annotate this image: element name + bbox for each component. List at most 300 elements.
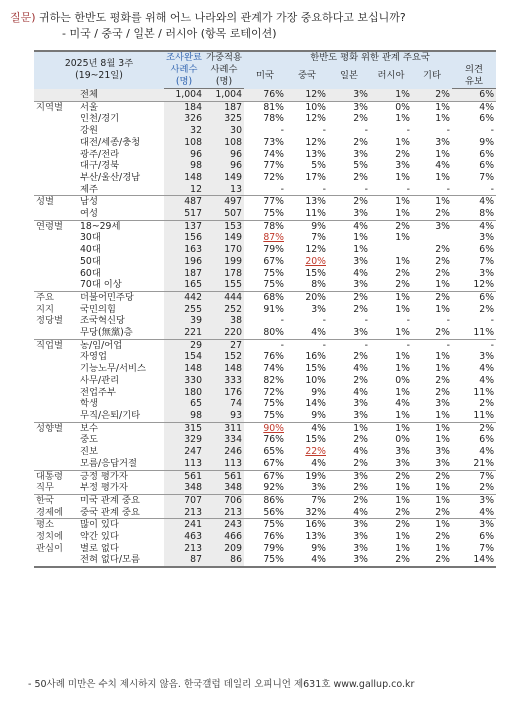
table-row [34, 137, 496, 149]
percent-cell: 1% [435, 434, 450, 446]
group-label: 지지 [36, 303, 54, 315]
segment-label: 서울 [78, 101, 164, 113]
percent-cell: 1% [370, 494, 412, 506]
weighted-size: 706 [204, 494, 244, 506]
table-row [34, 208, 496, 220]
group-label [34, 113, 78, 125]
sample-size: 98 [164, 410, 204, 422]
percent-cell: 5% [353, 160, 368, 172]
percent-cell: 1% [435, 171, 450, 183]
table-row [34, 160, 496, 172]
segment-label: 제주 [80, 183, 98, 195]
answer-usa: 미국 [244, 64, 286, 89]
weighted-size: 561 [204, 470, 244, 482]
percent-cell: 16% [305, 351, 326, 363]
percent-cell: 1% [412, 196, 452, 208]
percent-cell: - [244, 339, 286, 351]
percent-cell: 3% [479, 267, 495, 279]
percent-cell: 2% [479, 482, 495, 494]
percent-cell: 2% [353, 351, 368, 363]
percent-cell: 80% [263, 327, 284, 339]
sample-size: 148 [164, 172, 204, 184]
segment-label: 대전/세종/충청 [80, 136, 141, 148]
percent-cell: 76% [263, 434, 284, 446]
percent-cell: 3% [395, 457, 410, 469]
table-row [34, 446, 496, 458]
percent-cell: 75% [244, 519, 286, 531]
percent-cell: 21% [473, 457, 495, 469]
percent-cell: 2% [435, 255, 450, 267]
percent-cell: 9% [311, 386, 326, 398]
percent-cell: 11% [473, 327, 495, 339]
percent-cell: 1% [395, 208, 410, 220]
group-label [34, 387, 78, 399]
sample-size: 29 [164, 339, 204, 351]
percent-cell: 15% [305, 267, 326, 279]
percent-cell: 3% [435, 446, 450, 458]
percent-cell: 2% [479, 303, 495, 315]
percent-cell: 2% [412, 291, 452, 303]
opinion-header-2: 유보 [452, 76, 496, 89]
segment-label: 중도 [80, 434, 98, 446]
group-label [34, 149, 78, 161]
segment-label: 조국혁신당 [80, 315, 125, 327]
table-row [34, 220, 496, 232]
percent-cell: 2% [395, 267, 410, 279]
percent-cell: 16% [286, 519, 328, 531]
percent-cell: 75% [263, 279, 284, 291]
percent-cell: 14% [305, 398, 326, 410]
percent-cell: - [446, 183, 450, 195]
percent-cell: 1% [435, 363, 450, 375]
group-label: 경제에 [36, 506, 63, 518]
percent-cell: 7% [479, 171, 495, 183]
group-label [34, 125, 78, 137]
weighted-size: 1,004 [204, 89, 244, 102]
percent-cell: 1% [395, 303, 410, 315]
percent-cell: 20% [286, 291, 328, 303]
percent-cell: 76% [263, 351, 284, 363]
percent-cell: 4% [479, 506, 495, 518]
done-header-2: 사례수 [164, 64, 204, 76]
percent-cell: 4% [286, 554, 328, 567]
done-header-3: (명) [164, 76, 204, 89]
percent-cell: 4% [452, 101, 496, 113]
percent-cell: 7% [479, 255, 495, 267]
segment-label: 사무/관리 [80, 374, 120, 386]
segment-label: 40대 [80, 244, 101, 256]
percent-cell: 86% [244, 494, 286, 506]
percent-cell: 2% [353, 374, 368, 386]
percent-cell: 3% [328, 470, 370, 482]
percent-cell: 1% [395, 482, 410, 494]
percent-cell: 1% [395, 327, 410, 339]
table-row [34, 327, 496, 339]
group-label [34, 446, 78, 458]
sample-size: 184 [164, 101, 204, 113]
percent-cell: 2% [452, 422, 496, 434]
percent-cell: 2% [328, 494, 370, 506]
percent-cell: 12% [286, 89, 328, 102]
table-row [34, 351, 496, 363]
weighted-size: 333 [204, 375, 244, 387]
sample-size: 156 [164, 232, 204, 244]
segment-label: 여성 [80, 208, 98, 220]
percent-cell: 1% [395, 255, 410, 267]
percent-cell: 2% [395, 506, 410, 518]
question-block [10, 10, 406, 42]
percent-cell: 75% [263, 398, 284, 410]
percent-cell: 3% [412, 220, 452, 232]
weighted-size: 187 [204, 101, 244, 113]
percent-cell: 1% [328, 422, 370, 434]
table-row [34, 256, 496, 268]
percent-cell: 19% [286, 470, 328, 482]
percent-cell: 2% [328, 196, 370, 208]
percent-cell: 2% [435, 386, 450, 398]
sample-size: 180 [164, 387, 204, 399]
sample-size: 255 [164, 304, 204, 316]
segment-label: 18~29세 [78, 220, 164, 232]
percent-cell: 1% [395, 171, 410, 183]
percent-cell: 3% [311, 303, 326, 315]
weighted-size: 444 [204, 291, 244, 303]
percent-cell: 2% [412, 554, 452, 567]
segment-label: 긍정 평가자 [78, 470, 164, 482]
group-label [34, 208, 78, 220]
percent-cell: 9% [311, 542, 326, 554]
weighted-size: 108 [204, 137, 244, 149]
percent-cell: 1% [412, 494, 452, 506]
table-row [34, 339, 496, 351]
sample-size: 221 [164, 327, 204, 339]
segment-label: 자영업 [80, 351, 107, 363]
percent-cell [412, 232, 452, 244]
percent-cell: 1% [395, 113, 410, 125]
group-label: 성향별 [34, 422, 78, 434]
segment-label: 무당(無黨)층 [80, 327, 133, 339]
sample-size: 463 [164, 531, 204, 543]
percent-cell: 2% [435, 327, 450, 339]
group-label: 대통령 [34, 470, 78, 482]
table-row [34, 507, 496, 519]
percent-cell: 1% [412, 101, 452, 113]
group-label: 한국 [34, 494, 78, 506]
percent-cell: 9% [479, 136, 495, 148]
weighted-size: 113 [204, 458, 244, 470]
percent-cell: 2% [353, 303, 368, 315]
question-label: 질문) [10, 11, 36, 24]
segment-label: 학생 [80, 398, 98, 410]
percent-cell: 1% [395, 363, 410, 375]
segment-label: 남성 [78, 196, 164, 208]
percent-cell: 12% [305, 136, 326, 148]
sample-size: 561 [164, 470, 204, 482]
sample-size: 32 [164, 125, 204, 137]
group-label: 성별 [34, 196, 78, 208]
percent-cell: 75% [244, 554, 286, 567]
percent-cell: 4% [353, 506, 368, 518]
header-row-1 [34, 51, 496, 64]
group-label: 직무 [36, 482, 54, 494]
percent-cell: - [490, 315, 495, 327]
weighted-size: 507 [204, 208, 244, 220]
segment-label: 모름/응답거절 [80, 457, 138, 469]
percent-cell: 56% [263, 506, 284, 518]
percent-cell: - [286, 339, 328, 351]
segment-label: 보수 [78, 422, 164, 434]
percent-cell: 2% [479, 398, 495, 410]
weighted-size: 209 [204, 543, 244, 555]
weighted-size: 334 [204, 434, 244, 446]
percent-cell: 1% [395, 409, 410, 421]
percent-cell: 1% [395, 542, 410, 554]
table-row [34, 268, 496, 280]
percent-cell: 14% [452, 554, 496, 567]
percent-cell: - [412, 339, 452, 351]
percent-cell: 4% [435, 160, 450, 172]
percent-cell: - [280, 315, 284, 327]
sample-size: 348 [164, 482, 204, 494]
percent-cell: 20% [305, 255, 326, 267]
percent-cell: 1% [435, 351, 450, 363]
group-title: 한반도 평화 위한 관계 주요국 [244, 51, 496, 64]
table-row [34, 519, 496, 531]
percent-cell: 2% [412, 89, 452, 102]
percent-cell: - [364, 183, 368, 195]
group-label: 연령별 [34, 220, 78, 232]
table-row [34, 470, 496, 482]
percent-cell: 3% [328, 89, 370, 102]
percent-cell: 3% [395, 160, 410, 172]
sample-size: 148 [164, 363, 204, 375]
percent-cell: 81% [244, 101, 286, 113]
percent-cell: 4% [328, 220, 370, 232]
segment-label: 부정 평가자 [80, 482, 128, 494]
table-row [34, 387, 496, 399]
weighted-size: 170 [204, 244, 244, 256]
sample-size: 154 [164, 351, 204, 363]
percent-cell: 0% [395, 434, 410, 446]
table-row [34, 184, 496, 196]
segment-label: 국민의힘 [80, 303, 116, 315]
weighted-size: 199 [204, 256, 244, 268]
percent-cell: 12% [305, 244, 326, 256]
group-label: 정당별 [36, 315, 63, 327]
opinion-header-1: 의견 [452, 64, 496, 76]
group-label [34, 137, 78, 149]
table-row [34, 422, 496, 434]
percent-cell: 1% [435, 409, 450, 421]
group-label [34, 327, 78, 339]
percent-cell: 1% [370, 291, 412, 303]
weighted-size: 325 [204, 113, 244, 125]
segment-label: 약간 있다 [80, 531, 119, 543]
percent-cell: 13% [305, 531, 326, 543]
group-label [34, 160, 78, 172]
percent-cell: 15% [305, 363, 326, 375]
segment-label: 50대 [80, 255, 101, 267]
answer-japan: 일본 [328, 64, 370, 89]
table-row [34, 458, 496, 470]
percent-cell: 13% [286, 196, 328, 208]
group-label [34, 434, 78, 446]
percent-cell: 3% [452, 494, 496, 506]
percent-cell: 2% [435, 208, 450, 220]
percent-cell: 4% [395, 398, 410, 410]
percent-cell: - [370, 339, 412, 351]
percent-cell: 2% [370, 470, 412, 482]
period-header: 2025년 8월 3주 (19~21일) [34, 51, 164, 89]
table-row [34, 531, 496, 543]
percent-cell: 79% [263, 542, 284, 554]
sample-size: 707 [164, 494, 204, 506]
percent-cell: 2% [395, 148, 410, 160]
percent-cell: 3% [452, 519, 496, 531]
table-row [34, 482, 496, 494]
segment-label: 70대 이상 [80, 279, 122, 291]
percent-cell: 9% [311, 409, 326, 421]
segment-label: 기능노무/서비스 [80, 363, 146, 375]
sample-size: 247 [164, 446, 204, 458]
percent-cell: 3% [435, 457, 450, 469]
group-label [34, 184, 78, 196]
sample-size: 163 [164, 244, 204, 256]
percent-cell: - [490, 183, 495, 195]
percent-cell: 1% [370, 89, 412, 102]
table-row [34, 543, 496, 555]
percent-cell: 3% [479, 351, 495, 363]
percent-cell: 77% [263, 160, 284, 172]
footer-note: - 50사례 미만은 수치 제시하지 않음. 한국갤럽 데일리 오피니언 제631호 www.gallup.co.kr [28, 679, 415, 690]
percent-cell: 7% [311, 232, 326, 244]
percent-cell: 82% [263, 374, 284, 386]
segment-label: 부산/울산/경남 [80, 171, 141, 183]
percent-cell: 4% [353, 446, 368, 458]
percent-cell: 2% [370, 554, 412, 567]
percent-cell: 5% [311, 160, 326, 172]
table-row [34, 315, 496, 327]
percent-cell: 78% [263, 113, 284, 125]
percent-cell: 3% [353, 531, 368, 543]
percent-cell: 3% [353, 255, 368, 267]
percent-cell: 7% [452, 470, 496, 482]
percent-cell: 11% [473, 386, 495, 398]
sample-size: 108 [164, 137, 204, 149]
percent-cell: - [280, 183, 284, 195]
percent-cell: 2% [328, 291, 370, 303]
percent-cell: 3% [435, 136, 450, 148]
percent-cell: 74% [263, 363, 284, 375]
percent-cell: 4% [353, 386, 368, 398]
percent-cell: 1% [435, 148, 450, 160]
percent-cell: 72% [263, 171, 284, 183]
percent-cell: 22% [305, 446, 326, 458]
table-row [34, 375, 496, 387]
percent-cell: 78% [244, 220, 286, 232]
group-label [34, 268, 78, 280]
segment-label: 대구/경북 [80, 160, 120, 172]
percent-cell: 11% [305, 208, 326, 220]
percent-cell: 2% [353, 434, 368, 446]
percent-cell: 2% [435, 267, 450, 279]
group-label [34, 172, 78, 184]
percent-cell: 6% [479, 434, 495, 446]
segment-label: 강원 [80, 125, 98, 137]
sample-size: 65 [164, 398, 204, 410]
group-label [34, 554, 78, 567]
table-row [34, 172, 496, 184]
segment-label: 별로 없다 [80, 542, 119, 554]
weighted-size: 220 [204, 327, 244, 339]
segment-label: 30대 [80, 232, 101, 244]
table-row [34, 101, 496, 113]
answer-other: 기타 [412, 64, 452, 89]
table-row [34, 494, 496, 506]
segment-label: 전체 [78, 89, 164, 102]
table-row [34, 149, 496, 161]
percent-cell: 8% [311, 279, 326, 291]
percent-cell: 1% [435, 303, 450, 315]
segment-label: 진보 [80, 446, 98, 458]
percent-cell: 7% [479, 542, 495, 554]
table-row [34, 291, 496, 303]
percent-cell: - [446, 315, 450, 327]
percent-cell: 6% [479, 244, 495, 256]
percent-cell: 1% [435, 279, 450, 291]
percent-cell: 73% [263, 136, 284, 148]
sample-size: 213 [164, 507, 204, 519]
sample-size: 87 [164, 554, 204, 567]
table-row [34, 279, 496, 291]
percent-cell: 91% [263, 303, 284, 315]
percent-cell: 1% [395, 136, 410, 148]
weighted-size: 96 [204, 160, 244, 172]
segment-label: 광주/전라 [80, 148, 120, 160]
percent-cell: - [322, 125, 326, 137]
percent-cell: 87% [263, 232, 284, 244]
weighted-size: 86 [204, 554, 244, 567]
percent-cell: 4% [479, 363, 495, 375]
percent-cell: 65% [263, 446, 284, 458]
percent-cell: 12% [473, 279, 495, 291]
weighted-size: 213 [204, 507, 244, 519]
sample-size: 517 [164, 208, 204, 220]
weighted-size: 497 [204, 196, 244, 208]
sample-size: 12 [164, 184, 204, 196]
sample-size: 330 [164, 375, 204, 387]
group-label [34, 244, 78, 256]
percent-cell: 3% [353, 148, 368, 160]
weighted-size: 311 [204, 422, 244, 434]
sample-size: 96 [164, 149, 204, 161]
percent-cell: 1% [435, 113, 450, 125]
percent-cell: 3% [328, 519, 370, 531]
percent-cell: - [364, 315, 368, 327]
percent-cell: 79% [263, 244, 284, 256]
percent-cell: 2% [412, 470, 452, 482]
percent-cell: - [322, 183, 326, 195]
answer-russia: 러시아 [370, 64, 412, 89]
percent-cell: 3% [395, 446, 410, 458]
percent-cell: 6% [479, 148, 495, 160]
percent-cell: 2% [435, 506, 450, 518]
weighted-size: 96 [204, 149, 244, 161]
weighted-size: 13 [204, 184, 244, 196]
weighted-header-3: (명) [204, 76, 244, 89]
group-label: 주요 [34, 291, 78, 303]
percent-cell: 1% [353, 244, 368, 256]
